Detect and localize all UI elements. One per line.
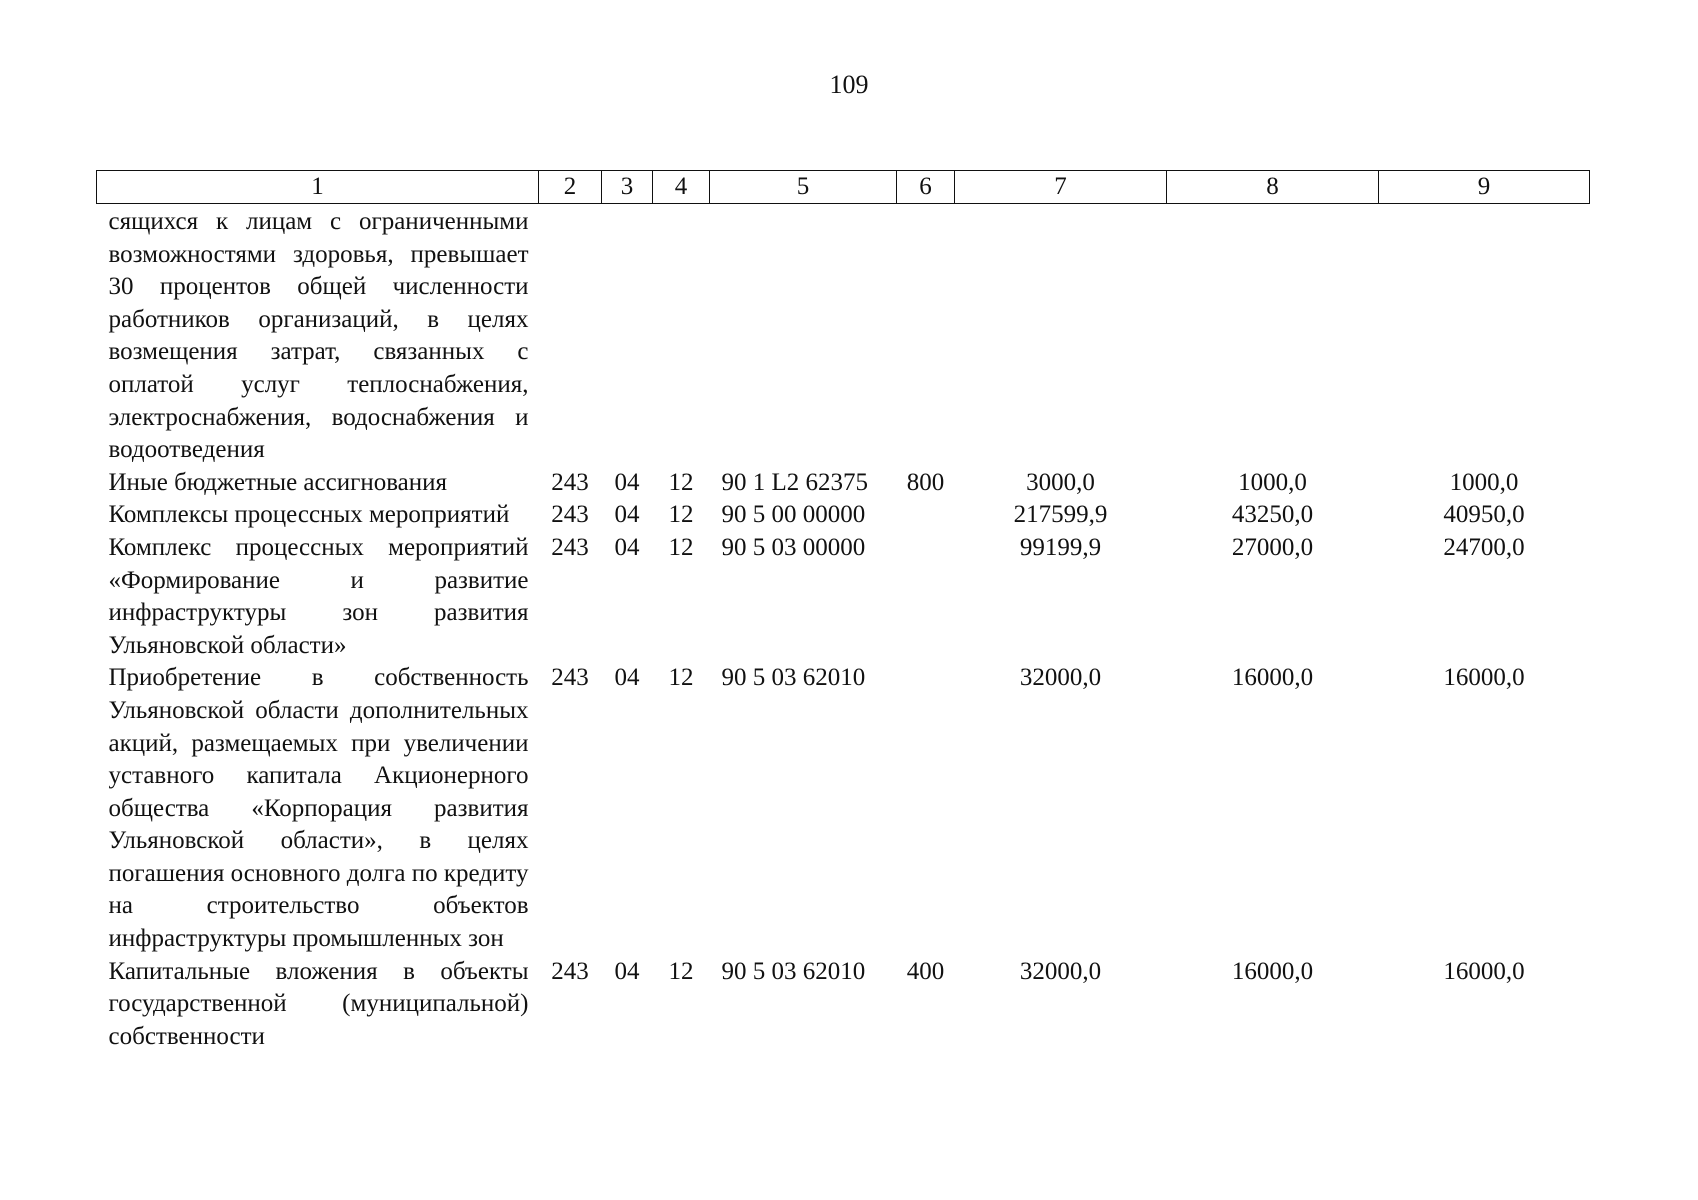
- row-name: Приобретение в собственность Ульяновской области дополнительных акций, размещаемых при увеличении уставного капитала Акционерного общества «Корпорация развития Ульяновской области», в целях погашения основного долга по кредиту на строительство объектов инфраструктуры промышленных зон: [108, 664, 529, 953]
- cell-code-2: 243: [551, 501, 589, 529]
- cell-amount-9: [1379, 204, 1590, 467]
- cell-code-6: 800: [906, 468, 945, 496]
- cell-amount-7: 217599,9: [1013, 501, 1108, 529]
- cell-amount-9: 1000,0: [1449, 468, 1519, 496]
- cell-code-5: 90 5 00 00000: [721, 501, 866, 529]
- cell-code-5: 90 5 03 00000: [721, 533, 866, 561]
- cell-amount-8: 43250,0: [1231, 501, 1314, 529]
- cell-code-6: [897, 204, 955, 467]
- cell-amount-8: 16000,0: [1231, 664, 1314, 692]
- header-row: [97, 171, 1590, 204]
- row-name: Капитальные вложения в объекты государственной (муниципальной) собственности: [108, 957, 529, 1050]
- cell-code-2: 243: [551, 664, 589, 692]
- cell-code-5: 90 5 03 62010: [721, 664, 866, 692]
- header-cell: 1: [97, 171, 539, 204]
- cell-code-4: 12: [668, 957, 694, 985]
- cell-code-2: 243: [551, 957, 589, 985]
- cell-code-3: 04: [614, 468, 640, 496]
- header-cell: 7: [955, 171, 1167, 204]
- table-row: [97, 662, 1590, 955]
- cell-amount-9: 40950,0: [1443, 501, 1525, 529]
- cell-amount-9: 16000,0: [1443, 957, 1525, 985]
- cell-amount-7: 3000,0: [1026, 468, 1095, 496]
- cell-amount-8: 16000,0: [1231, 957, 1314, 985]
- header-cell: 5: [710, 171, 897, 204]
- table-row: [97, 204, 1590, 467]
- cell-code-3: 04: [614, 957, 640, 985]
- header-cell: 2: [539, 171, 602, 204]
- cell-code-6: 400: [906, 957, 945, 985]
- cell-code-6: [897, 499, 955, 532]
- cell-amount-9: 16000,0: [1443, 664, 1525, 692]
- cell-code-3: [602, 204, 653, 467]
- cell-code-4: 12: [668, 501, 694, 529]
- row-name: Комплекс процессных мероприятий «Формирование и развитие инфраструктуры зон развития Ульяновской области»: [108, 533, 529, 659]
- cell-amount-9: 24700,0: [1443, 533, 1525, 561]
- cell-code-2: [539, 204, 602, 467]
- budget-table: [96, 170, 1590, 1053]
- table-row: [97, 499, 1590, 532]
- cell-amount-7: 32000,0: [1019, 957, 1102, 985]
- cell-amount-7: [955, 204, 1167, 467]
- header-cell: 6: [897, 171, 955, 204]
- header-cell: 4: [653, 171, 710, 204]
- cell-code-3: 04: [614, 664, 640, 692]
- cell-code-5: 90 5 03 62010: [721, 957, 866, 985]
- cell-code-5: 90 1 L2 62375: [721, 468, 869, 496]
- row-name: сящихся к лицам с ограниченными возможностями здоровья, превышает 30 процентов общей численности работников организаций, в целях возмещения затрат, связанных с оплатой услуг теплоснабжения, электроснабжения, водоснабжения и водоотведения: [108, 208, 529, 464]
- page-number: 109: [829, 70, 869, 99]
- cell-code-4: 12: [668, 533, 694, 561]
- header-cell: 8: [1167, 171, 1379, 204]
- cell-amount-7: 99199,9: [1019, 533, 1102, 561]
- cell-code-4: [653, 204, 710, 467]
- cell-code-6: [897, 532, 955, 662]
- row-name: Комплексы процессных мероприятий: [108, 501, 510, 529]
- cell-code-3: 04: [614, 501, 640, 529]
- header-cell: 9: [1379, 171, 1590, 204]
- cell-code-6: [897, 662, 955, 955]
- cell-amount-8: [1167, 204, 1379, 467]
- table-row: [97, 467, 1590, 500]
- cell-code-4: 12: [668, 468, 694, 496]
- cell-amount-7: 32000,0: [1019, 664, 1102, 692]
- cell-code-3: 04: [614, 533, 640, 561]
- header-cell: 3: [602, 171, 653, 204]
- table-row: [97, 956, 1590, 1054]
- cell-code-5: [710, 204, 897, 467]
- cell-amount-8: 27000,0: [1231, 533, 1314, 561]
- table-row: [97, 532, 1590, 662]
- cell-code-2: 243: [551, 468, 589, 496]
- cell-code-2: 243: [551, 533, 589, 561]
- cell-code-4: 12: [668, 664, 694, 692]
- row-name: Иные бюджетные ассигнования: [108, 468, 448, 496]
- cell-amount-8: 1000,0: [1238, 468, 1307, 496]
